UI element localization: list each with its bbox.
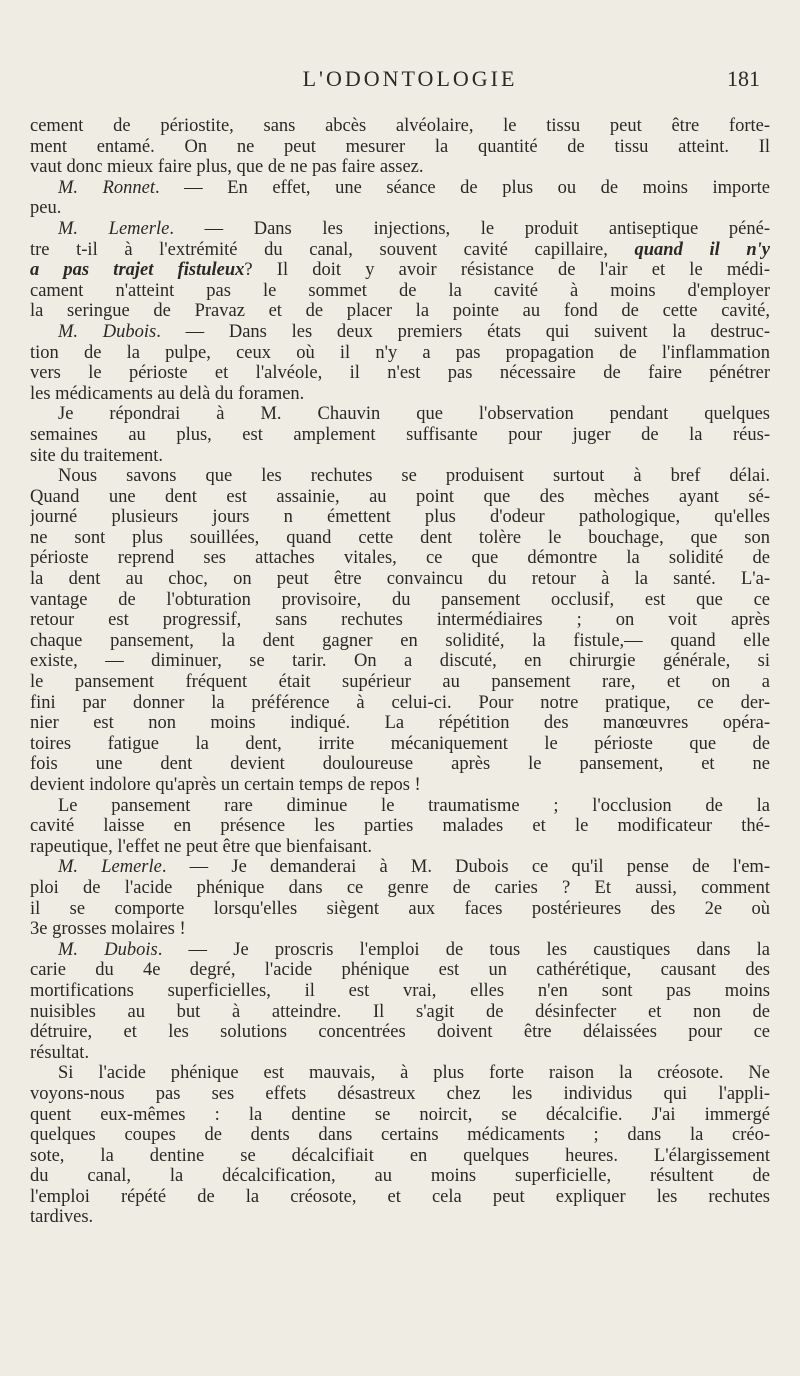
text-line (30, 548, 770, 569)
text-line (30, 157, 770, 178)
text-line (30, 240, 770, 261)
text-line (30, 1125, 770, 1146)
text-segment: ploi de l'acide phénique dans ce genre de caries ? Et aussi, comment (30, 877, 770, 898)
text-segment: tre t-il à l'extrémité du canal, souvent cavité capillaire, (30, 239, 635, 260)
text-line (30, 528, 770, 549)
text-line (30, 1084, 770, 1105)
text-segment: ? Il doit y avoir résistance de l'air et le médi- (244, 260, 770, 281)
speaker-or-emphasis: M. Dubois (58, 939, 158, 960)
text-segment: cement de périostite, sans abcès alvéolaire, le tissu peut être forte- (30, 116, 770, 136)
text-segment: il se comporte lorsqu'elles siègent aux faces postérieures des 2e où (30, 898, 770, 919)
text-line (30, 569, 770, 590)
text-line (30, 1187, 770, 1208)
text-line (30, 137, 770, 158)
text-segment: . — Dans les injections, le produit antiseptique péné- (169, 218, 770, 239)
text-segment: nuisibles au but à atteindre. Il s'agit de désinfecter et non de (30, 1001, 770, 1022)
text-line (30, 919, 770, 940)
text-line (30, 446, 770, 467)
text-line (30, 1022, 770, 1043)
text-line (30, 899, 770, 920)
text-line (30, 507, 770, 528)
text-segment: peu. (30, 198, 62, 219)
text-line (30, 796, 770, 817)
text-line (30, 590, 770, 611)
speaker-or-emphasis: quand il n'y (634, 239, 770, 260)
text-line (30, 301, 770, 322)
text-line (30, 734, 770, 755)
text-line (30, 116, 770, 137)
text-line (30, 198, 770, 219)
text-segment: du canal, la décalcification, au moins superficielle, résultent de (30, 1166, 770, 1187)
text-segment: Le pansement rare diminue le traumatisme ; l'occlusion de la (58, 795, 770, 816)
text-segment: carie du 4e degré, l'acide phénique est un cathérétique, causant des (30, 960, 770, 981)
text-line (30, 384, 770, 405)
text-segment: vers le périoste et l'alvéole, il n'est pas nécessaire de faire pénétrer (30, 363, 770, 384)
text-segment: résultat. (30, 1042, 90, 1063)
text-segment: . — Dans les deux premiers états qui suivent la destruc- (156, 321, 770, 342)
speaker-or-emphasis: M. Lemerle (58, 218, 170, 239)
text-line (30, 693, 770, 714)
text-segment: . — Je demanderai à M. Dubois ce qu'il pense de l'em- (161, 857, 770, 878)
text-segment: retour est progressif, sans rechutes intermédiaires ; on voit après (30, 610, 770, 631)
text-line (30, 754, 770, 775)
text-line (30, 775, 770, 796)
text-line (30, 1063, 770, 1084)
text-line (30, 260, 770, 281)
text-segment: semaines au plus, est amplement suffisante pour juger de la réus- (30, 424, 770, 445)
text-segment: vaut donc mieux faire plus, que de ne pas faire assez. (30, 157, 424, 178)
text-segment: cavité laisse en présence les parties malades et le modificateur thé- (30, 816, 770, 837)
text-line (30, 281, 770, 302)
text-line (30, 487, 770, 508)
text-segment: 3e grosses molaires ! (30, 919, 186, 940)
text-line (30, 219, 770, 240)
text-segment: périoste reprend ses attaches vitales, ce que démontre la solidité de (30, 548, 770, 569)
text-line (30, 837, 770, 858)
text-line (30, 1146, 770, 1167)
text-line (30, 363, 770, 384)
journal-title: L'ODONTOLOGIE (302, 66, 518, 91)
text-segment: quelques coupes de dents dans certains médicaments ; dans la créo- (30, 1125, 770, 1146)
text-segment: tardives. (30, 1207, 94, 1228)
page-number: 181 (727, 66, 760, 91)
text-segment: toires fatigue la dent, irrite mécaniquement le périoste que de (30, 733, 770, 754)
text-segment: voyons-nous pas ses effets désastreux chez les individus qui l'appli- (30, 1083, 770, 1104)
text-segment: mortifications superficielles, il est vrai, elles n'en sont pas moins (30, 980, 770, 1001)
text-line (30, 631, 770, 652)
text-segment: la seringue de Pravaz et de placer la pointe au fond de cette cavité, (30, 301, 770, 322)
text-segment: chaque pansement, la dent gagner en solidité, la fistule,— quand elle (30, 630, 770, 651)
text-segment: nier est non moins indiqué. La répétition des manœuvres opéra- (30, 713, 770, 734)
text-segment: cament n'atteint pas le sommet de la cavité à moins d'employer (30, 280, 770, 301)
running-head (0, 66, 800, 94)
text-segment: détruire, et les solutions concentrées doivent être délaissées pour ce (30, 1022, 770, 1043)
speaker-or-emphasis: Ronnet (102, 177, 155, 198)
text-segment: ne sont plus souillées, quand cette dent tolère le bouchage, que son (30, 527, 770, 548)
text-segment: la dent au choc, on peut être convaincu du retour à la santé. L'a- (30, 569, 770, 590)
text-line (30, 466, 770, 487)
text-segment: devient indolore qu'après un certain temps de repos ! (30, 775, 421, 795)
text-line (30, 672, 770, 693)
text-segment: Quand une dent est assainie, au point que des mèches ayant sé- (30, 486, 770, 507)
text-segment: site du traitement. (30, 445, 164, 466)
body-text (30, 116, 770, 1228)
text-segment: vantage de l'obturation provisoire, du pansement occlusif, est que ce (30, 589, 770, 610)
text-line (30, 1002, 770, 1023)
text-segment: fois une dent devient douloureuse après le pansement, et ne (30, 754, 770, 775)
text-segment: fini par donner la préférence à celui-ci. Pour notre pratique, ce der- (30, 692, 770, 713)
text-segment: Je répondrai à M. Chauvin que l'observation pendant quelques (58, 404, 770, 425)
text-line (30, 322, 770, 343)
text-line (30, 1166, 770, 1187)
speaker-or-emphasis: a pas trajet fistuleux (30, 260, 245, 281)
speaker-or-emphasis: M. Dubois (58, 321, 157, 342)
text-segment: tion de la pulpe, ceux où il n'y a pas propagation de l'inflammation (30, 342, 770, 363)
speaker-or-emphasis: M. Lemerle (58, 857, 162, 878)
text-segment: le pansement fréquent était supérieur au pansement rare, et on a (30, 672, 770, 693)
text-segment: Si l'acide phénique est mauvais, à plus forte raison la créosote. Ne (58, 1063, 770, 1084)
text-segment: . — En effet, une séance de plus ou de moins importe (155, 177, 770, 198)
text-segment: les médicaments au delà du foramen. (30, 383, 305, 404)
text-line (30, 981, 770, 1002)
text-line (30, 404, 770, 425)
text-line (30, 610, 770, 631)
text-line (30, 857, 770, 878)
text-line (30, 425, 770, 446)
text-line (30, 878, 770, 899)
text-segment: sote, la dentine se décalcifiait en quelques heures. L'élargissement (30, 1145, 770, 1166)
text-line (30, 940, 770, 961)
text-segment: quent eux-mêmes : la dentine se noircit, se décalcifie. J'ai immergé (30, 1104, 770, 1125)
text-line (30, 713, 770, 734)
text-line (30, 960, 770, 981)
text-line (30, 178, 770, 199)
text-segment: Nous savons que les rechutes se produisent surtout à bref délai. (58, 466, 770, 487)
text-line (30, 1105, 770, 1126)
text-segment: existe, — diminuer, se tarir. On a discuté, en chirurgie générale, si (30, 651, 770, 672)
text-segment: l'emploi répété de la créosote, et cela peut expliquer les rechutes (30, 1186, 770, 1207)
text-segment: journé plusieurs jours n émettent plus d'odeur pathologique, qu'elles (30, 507, 770, 528)
text-line (30, 816, 770, 837)
speaker-or-emphasis: M. (58, 177, 103, 198)
text-line (30, 1207, 770, 1228)
text-line (30, 651, 770, 672)
text-line (30, 343, 770, 364)
text-segment: . — Je proscris l'emploi de tous les caustiques dans la (157, 939, 770, 960)
text-segment: ment entamé. On ne peut mesurer la quantité de tissu atteint. Il (30, 136, 770, 157)
text-segment: rapeutique, l'effet ne peut être que bienfaisant. (30, 836, 373, 857)
text-line (30, 1043, 770, 1064)
